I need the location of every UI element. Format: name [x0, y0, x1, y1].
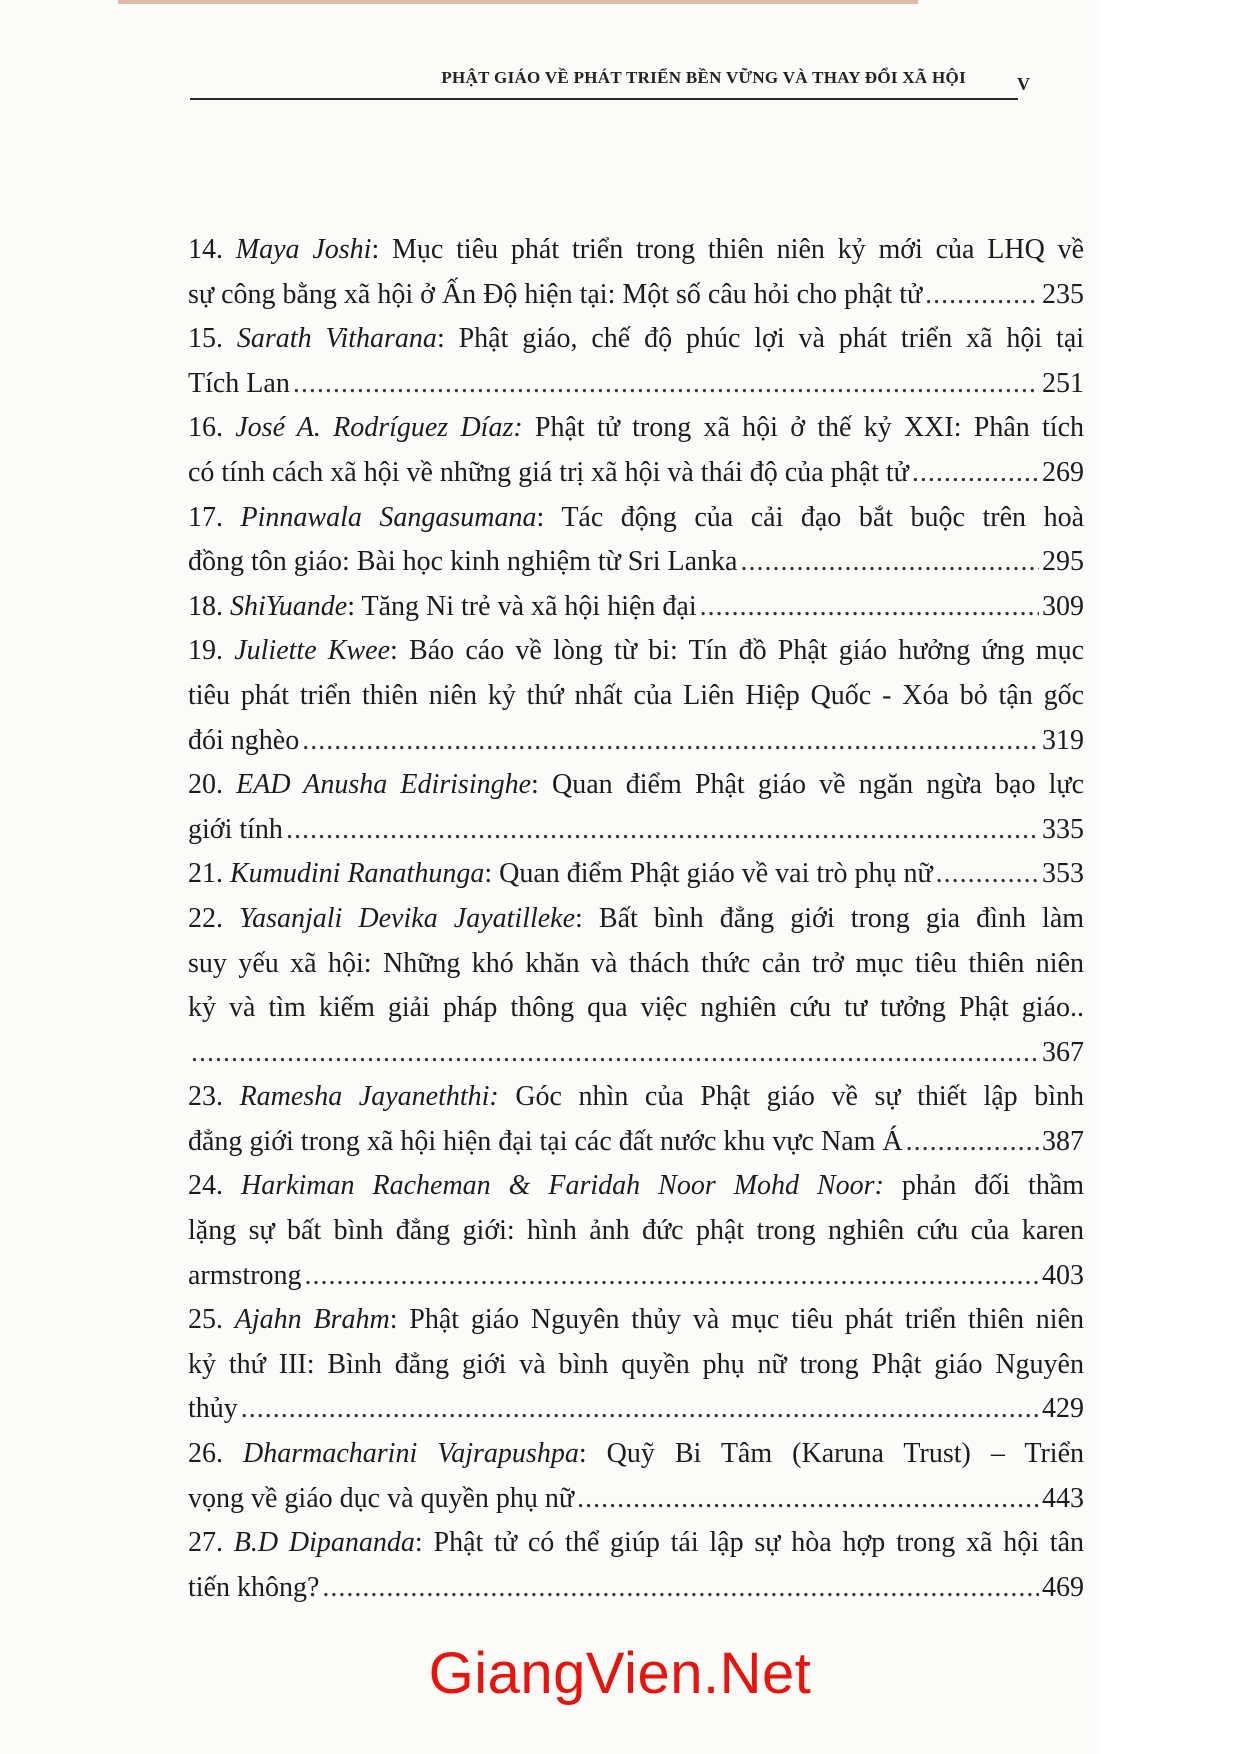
- toc-entry-line: [188, 1075, 1084, 1120]
- toc-number: 27.: [188, 1527, 223, 1559]
- toc-entry[interactable]: [188, 406, 1084, 495]
- toc-entry-last-line: [188, 1477, 1084, 1522]
- toc-title-text: lặng sự bất bình đẳng giới: hình ảnh đức phật trong nghiên cứu của karen: [188, 1215, 1084, 1247]
- dot-leader: [577, 1477, 1039, 1522]
- toc-entry[interactable]: [188, 496, 1084, 585]
- toc-number: 16.: [188, 412, 223, 444]
- table-of-contents: [188, 228, 1084, 1610]
- toc-page-number: 443: [1042, 1482, 1084, 1514]
- dot-leader: [700, 585, 1039, 630]
- toc-title-text: sự công bằng xã hội ở Ấn Độ hiện tại: Một số câu hỏi cho phật tử: [188, 278, 923, 310]
- toc-entry-last-line: [188, 585, 1084, 630]
- toc-separator: :: [578, 1438, 587, 1470]
- toc-entry-last-line: [188, 852, 1084, 897]
- toc-number: 25.: [188, 1304, 223, 1336]
- dot-leader: [241, 1387, 1039, 1432]
- toc-number: 18.: [188, 590, 223, 622]
- toc-number: 26.: [188, 1438, 223, 1470]
- toc-page-number: 469: [1042, 1571, 1084, 1603]
- toc-title-text: thủy: [188, 1393, 238, 1425]
- toc-author: EAD Anusha Edirisinghe: [236, 769, 532, 801]
- toc-page-number: 367: [1042, 1036, 1084, 1068]
- dot-leader: [286, 808, 1039, 853]
- toc-separator: :: [414, 1527, 423, 1559]
- toc-entry[interactable]: [188, 1164, 1084, 1298]
- toc-number: 19.: [188, 635, 223, 667]
- toc-entry-line: [188, 1209, 1084, 1254]
- toc-separator: :: [484, 858, 493, 890]
- toc-author: Dharmacharini Vajrapushpa: [243, 1438, 579, 1470]
- toc-entry-last-line: [188, 451, 1084, 496]
- toc-page-number: 403: [1042, 1259, 1084, 1291]
- toc-author: Juliette Kwee: [234, 635, 391, 667]
- toc-entry-last-line: [188, 1387, 1084, 1432]
- toc-title-text: kỷ và tìm kiếm giải pháp thông qua việc nghiên cứu tư tưởng Phật giáo..: [188, 992, 1084, 1024]
- toc-entry-line: [188, 942, 1084, 987]
- toc-number: 14.: [188, 234, 223, 265]
- page-number: V: [1017, 74, 1030, 94]
- toc-entry[interactable]: [188, 629, 1084, 763]
- toc-entry-last-line: [188, 540, 1084, 585]
- toc-page-number: 319: [1042, 724, 1084, 756]
- toc-page-number: 309: [1042, 590, 1084, 622]
- toc-author: Pinnawala Sangasumana: [240, 501, 537, 533]
- toc-separator: :: [389, 1304, 398, 1336]
- dot-leader: [925, 273, 1039, 318]
- toc-entry[interactable]: [188, 585, 1084, 630]
- toc-separator: :: [536, 501, 545, 533]
- toc-title-text: Phật tử có thể giúp tái lập sự hòa hợp trong xã hội tân: [433, 1527, 1084, 1559]
- toc-entry-line: [188, 317, 1084, 362]
- toc-title-text: armstrong: [188, 1259, 302, 1291]
- toc-entry-line: [188, 1432, 1084, 1477]
- toc-entry-last-line: [188, 808, 1084, 853]
- toc-title-text: Quỹ Bi Tâm (Karuna Trust) – Triển: [606, 1438, 1084, 1470]
- toc-title-text: giới tính: [188, 813, 283, 845]
- toc-entry-line: [188, 1298, 1084, 1343]
- toc-title-text: tiêu phát triển thiên niên kỷ thứ nhất của Liên Hiệp Quốc - Xóa bỏ tận gốc: [188, 679, 1084, 711]
- toc-separator: :: [390, 635, 398, 667]
- toc-author: Kumudini Ranathunga: [230, 858, 485, 890]
- toc-entry[interactable]: [188, 1521, 1084, 1610]
- toc-page-number: 429: [1042, 1393, 1084, 1425]
- dot-leader: [293, 362, 1039, 407]
- toc-separator: :: [371, 234, 380, 265]
- dot-leader: [936, 852, 1039, 897]
- toc-title-text: đói nghèo: [188, 724, 300, 756]
- toc-author: Yasanjali Devika Jayatilleke: [239, 902, 576, 934]
- toc-separator: :: [347, 590, 355, 622]
- toc-title-text: Quan điểm Phật giáo về vai trò phụ nữ: [499, 858, 933, 890]
- toc-entry-last-line: [188, 719, 1084, 764]
- toc-entry[interactable]: [188, 852, 1084, 897]
- toc-entry-line: [188, 1521, 1084, 1566]
- dot-leader: [912, 451, 1039, 496]
- toc-number: 23.: [188, 1081, 223, 1113]
- toc-entry[interactable]: [188, 1298, 1084, 1432]
- toc-title-text: Phật tử trong xã hội ở thế kỷ XXI: Phân tích: [534, 412, 1084, 444]
- dot-leader: [740, 540, 1039, 585]
- toc-entry-last-line: [188, 1120, 1084, 1165]
- toc-page-number: 353: [1042, 858, 1084, 890]
- toc-page-number: 387: [1042, 1125, 1084, 1157]
- toc-author: Maya Joshi: [235, 234, 372, 265]
- toc-separator: :: [575, 902, 583, 934]
- toc-title-text: Bất bình đẳng giới trong gia đình làm: [598, 902, 1085, 934]
- toc-entry[interactable]: [188, 897, 1084, 1075]
- toc-title-text: Tác động của cải đạo bắt buộc trên hoà: [561, 501, 1084, 533]
- toc-entry-last-line: [188, 1254, 1084, 1299]
- toc-title-text: có tính cách xã hội về những giá trị xã hội và thái độ của phật tử: [188, 456, 909, 488]
- toc-entry-line: [188, 629, 1084, 674]
- dot-leader: [302, 719, 1039, 764]
- toc-number: 20.: [188, 769, 223, 801]
- dot-leader: [305, 1254, 1039, 1299]
- toc-title-text: Tăng Ni trẻ và xã hội hiện đại: [361, 590, 697, 622]
- toc-title-text: tiến không?: [188, 1571, 320, 1603]
- toc-title-text: phản đối thầm: [901, 1170, 1085, 1202]
- toc-number: 22.: [188, 902, 223, 934]
- toc-entry-line: [188, 1343, 1084, 1388]
- toc-entry-last-line: [188, 1566, 1084, 1611]
- toc-title-text: Phật giáo Nguyên thủy và mục tiêu phát triển thiên niên: [409, 1304, 1084, 1336]
- toc-entry-line: [188, 763, 1084, 808]
- page-header: [190, 66, 1030, 100]
- toc-entry-last-line: [188, 273, 1084, 318]
- toc-page-number: 335: [1042, 813, 1084, 845]
- toc-page-number: 295: [1042, 546, 1084, 578]
- toc-title-text: suy yếu xã hội: Những khó khăn và thách thức cản trở mục tiêu thiên niên: [188, 947, 1084, 979]
- toc-entry-line: [188, 496, 1084, 541]
- toc-author: Ajahn Brahm: [234, 1304, 390, 1336]
- toc-title-text: Góc nhìn của Phật giáo về sự thiết lập bình: [515, 1081, 1085, 1113]
- toc-number: 15.: [188, 323, 223, 355]
- toc-number: 21.: [188, 858, 223, 890]
- toc-entry[interactable]: [188, 763, 1084, 852]
- toc-entry[interactable]: [188, 317, 1084, 406]
- toc-entry[interactable]: [188, 228, 1084, 317]
- toc-entry-line: [188, 897, 1084, 942]
- toc-title-text: kỷ thứ III: Bình đẳng giới và bình quyền phụ nữ trong Phật giáo Nguyên: [188, 1348, 1084, 1380]
- toc-title-text: Báo cáo về lòng từ bi: Tín đồ Phật giáo hưởng ứng mục: [409, 635, 1085, 667]
- toc-title-text: đồng tôn giáo: Bài học kinh nghiệm từ Sri Lanka: [188, 546, 738, 578]
- toc-author: Sarath Vitharana: [236, 323, 437, 355]
- toc-entry-line: [188, 1164, 1084, 1209]
- toc-title-text: Phật giáo, chế độ phúc lợi và phát triển xã hội tại: [458, 323, 1085, 355]
- toc-title-text: Quan điểm Phật giáo về ngăn ngừa bạo lực: [551, 769, 1085, 801]
- running-head: PHẬT GIÁO VỀ PHÁT TRIỂN BỀN VỮNG VÀ THAY ĐỔI XÃ HỘI: [441, 68, 966, 87]
- toc-title-text: vọng về giáo dục và quyền phụ nữ: [188, 1482, 575, 1514]
- toc-entry-last-line: [188, 362, 1084, 407]
- page-top-edge: [118, 0, 918, 4]
- toc-author: ShiYuande: [230, 590, 348, 622]
- toc-separator: :: [436, 323, 445, 355]
- page-margin: [1100, 0, 1240, 1754]
- toc-title-text: Tích Lan: [188, 367, 290, 399]
- dot-leader: [906, 1120, 1039, 1165]
- toc-page-number: 235: [1042, 278, 1084, 310]
- dot-leader: [322, 1566, 1039, 1611]
- toc-page-number: 269: [1042, 456, 1084, 488]
- toc-title-text: Mục tiêu phát triển trong thiên niên kỷ mới của LHQ về: [392, 234, 1085, 265]
- toc-separator: :: [531, 769, 539, 801]
- toc-author: Ramesha Jayaneththi:: [239, 1081, 499, 1113]
- toc-entry-line: [188, 406, 1084, 451]
- toc-entry-line: [188, 228, 1084, 273]
- toc-number: 24.: [188, 1170, 223, 1202]
- toc-entry-last-line: [188, 1031, 1084, 1076]
- toc-author: Harkiman Racheman & Faridah Noor Mohd Noor:: [240, 1170, 884, 1202]
- watermark: GiangVien.Net: [428, 1641, 812, 1706]
- header-rule: [190, 98, 1018, 100]
- dot-leader: [191, 1031, 1039, 1076]
- toc-author: B.D Dipananda: [233, 1527, 415, 1559]
- toc-title-text: đẳng giới trong xã hội hiện đại tại các đất nước khu vực Nam Á: [188, 1125, 903, 1157]
- toc-entry-line: [188, 986, 1084, 1031]
- toc-entry[interactable]: [188, 1432, 1084, 1521]
- toc-number: 17.: [188, 501, 223, 533]
- toc-page-number: 251: [1042, 367, 1084, 399]
- toc-author: José A. Rodríguez Díaz:: [235, 412, 523, 444]
- toc-entry-line: [188, 674, 1084, 719]
- toc-entry[interactable]: [188, 1075, 1084, 1164]
